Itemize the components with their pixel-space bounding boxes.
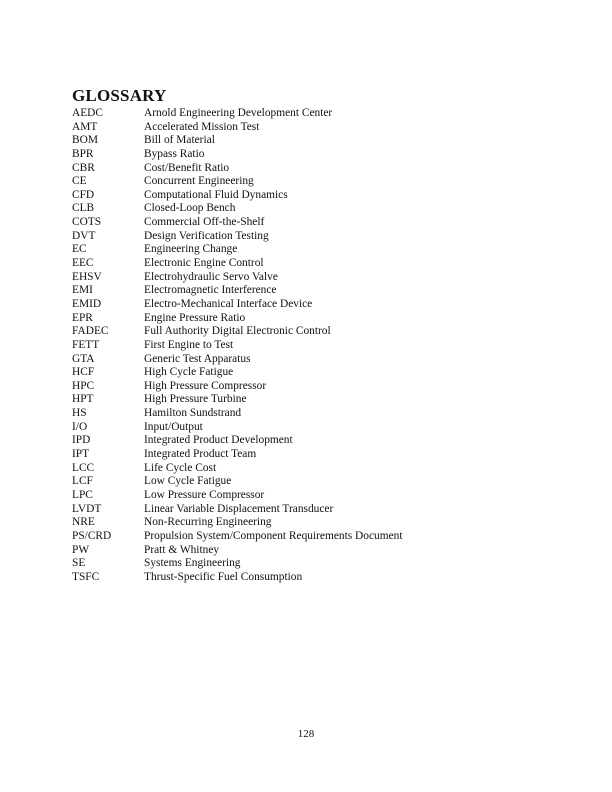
- glossary-term: FADEC: [72, 325, 109, 338]
- page-title: GLOSSARY: [72, 86, 167, 105]
- glossary-definition: First Engine to Test: [144, 338, 234, 351]
- glossary-term: SE: [72, 557, 86, 570]
- glossary-term: HPC: [72, 379, 95, 392]
- glossary-term: CE: [72, 175, 87, 188]
- glossary-definition: Concurrent Engineering: [144, 175, 254, 188]
- glossary-term: EMI: [72, 284, 93, 297]
- glossary-term: AMT: [72, 120, 98, 133]
- glossary-definition: Bypass Ratio: [144, 147, 205, 160]
- glossary-definition: Low Cycle Fatigue: [144, 475, 232, 488]
- glossary-definition: Design Verification Testing: [144, 229, 269, 242]
- glossary-term: HS: [72, 407, 87, 420]
- glossary-definition: Input/Output: [144, 420, 203, 433]
- glossary-term: COTS: [72, 216, 102, 229]
- glossary-definition: Electro-Mechanical Interface Device: [144, 297, 313, 310]
- glossary-term: EMID: [72, 297, 102, 310]
- glossary-definition: Electronic Engine Control: [144, 257, 264, 270]
- glossary-term: DVT: [72, 229, 96, 242]
- glossary-definition: Electromagnetic Interference: [144, 284, 277, 297]
- glossary-term: LCF: [72, 475, 93, 488]
- glossary-term: CBR: [72, 161, 95, 174]
- glossary-definition: High Cycle Fatigue: [144, 366, 234, 379]
- glossary-term: LCC: [72, 461, 95, 474]
- page-number: 128: [297, 728, 315, 740]
- glossary-term: GTA: [72, 352, 95, 365]
- glossary-definition: Bill of Material: [144, 134, 215, 147]
- glossary-definition: Hamilton Sundstrand: [144, 407, 242, 420]
- glossary-term: I/O: [72, 420, 88, 433]
- glossary-definition: Cost/Benefit Ratio: [144, 161, 230, 174]
- glossary-definition: Arnold Engineering Development Center: [144, 107, 333, 119]
- glossary-term: CLB: [72, 202, 95, 215]
- glossary-definition: Integrated Product Development: [144, 434, 293, 447]
- glossary-term: IPT: [72, 448, 90, 461]
- glossary-definition: Electrohydraulic Servo Valve: [144, 270, 278, 283]
- glossary-term: NRE: [72, 516, 95, 529]
- glossary-definition: Computational Fluid Dynamics: [144, 188, 288, 201]
- glossary-term: PS/CRD: [72, 529, 112, 542]
- glossary-term: AEDC: [72, 107, 104, 119]
- glossary-definition: Engineering Change: [144, 243, 238, 256]
- glossary-definition: Commercial Off-the-Shelf: [144, 216, 265, 229]
- glossary-definition: Accelerated Mission Test: [144, 120, 260, 133]
- glossary-definition: Full Authority Digital Electronic Control: [144, 325, 331, 338]
- glossary-term: LPC: [72, 488, 93, 501]
- glossary-definition: Engine Pressure Ratio: [144, 311, 246, 324]
- glossary-term: EEC: [72, 257, 94, 270]
- glossary-term: IPD: [72, 434, 91, 447]
- glossary-definition: Non-Recurring Engineering: [144, 516, 272, 529]
- glossary-term: EPR: [72, 311, 93, 324]
- glossary-definition: Generic Test Apparatus: [144, 352, 251, 365]
- glossary-term: PW: [72, 543, 90, 556]
- glossary-term: EHSV: [72, 270, 102, 283]
- glossary-definition: High Pressure Compressor: [144, 379, 267, 392]
- glossary-term: LVDT: [72, 502, 102, 515]
- glossary-term: CFD: [72, 188, 95, 201]
- glossary-term: HPT: [72, 393, 94, 406]
- glossary-definition: Integrated Product Team: [144, 448, 257, 461]
- glossary-definition: Pratt & Whitney: [144, 543, 220, 556]
- glossary-definition: Systems Engineering: [144, 557, 241, 570]
- glossary-term: TSFC: [72, 570, 100, 583]
- glossary-definition: Linear Variable Displacement Transducer: [144, 502, 334, 515]
- glossary-definition: Thrust-Specific Fuel Consumption: [144, 570, 303, 583]
- glossary-term: BOM: [72, 134, 98, 147]
- glossary-definition: Low Pressure Compressor: [144, 488, 265, 501]
- glossary-term: EC: [72, 243, 87, 256]
- glossary-definition: Life Cycle Cost: [144, 461, 217, 474]
- glossary-term: BPR: [72, 147, 94, 160]
- glossary-term: HCF: [72, 366, 95, 379]
- glossary-definition: Propulsion System/Component Requirements Document: [144, 529, 403, 542]
- glossary-term: FETT: [72, 338, 100, 351]
- glossary-definition: Closed-Loop Bench: [144, 202, 236, 215]
- glossary-definition: High Pressure Turbine: [144, 393, 247, 406]
